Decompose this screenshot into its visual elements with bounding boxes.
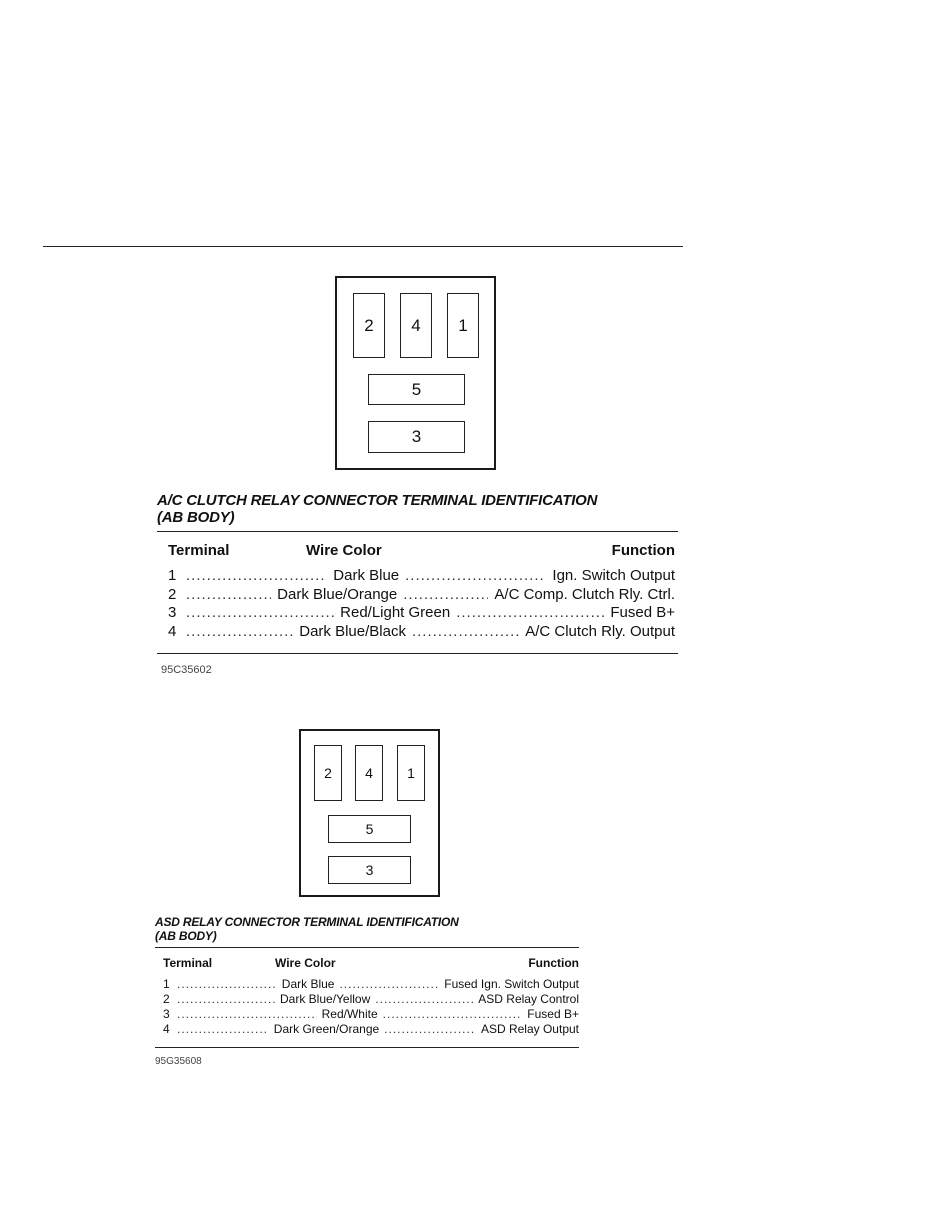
table-row — [163, 1007, 579, 1022]
row-wire-color: Red/White — [321, 1007, 378, 1021]
table-row — [168, 586, 675, 605]
asd-terminal-4-label: 4 — [365, 765, 373, 781]
ac-relay-connector-diagram — [335, 276, 496, 470]
row-terminal: 3 — [163, 1007, 170, 1021]
asd-relay-title-line2: (AB BODY) — [155, 928, 217, 943]
ac-terminal-4-cavity — [400, 293, 432, 358]
asd-header-wire-color: Wire Color — [275, 956, 336, 970]
ac-table-top-rule — [157, 531, 678, 532]
row-function: ASD Relay Output — [480, 1022, 579, 1036]
asd-table-bottom-rule — [155, 1047, 579, 1048]
table-row — [163, 977, 579, 992]
row-terminal: 4 — [168, 622, 177, 640]
asd-terminal-1-cavity — [397, 745, 425, 801]
asd-terminal-2-label: 2 — [324, 765, 332, 781]
asd-terminal-3-label: 3 — [365, 862, 374, 878]
asd-table-header — [163, 956, 579, 974]
row-function: Fused Ign. Switch Output — [444, 977, 579, 991]
row-terminal: 4 — [163, 1022, 170, 1036]
table-row — [163, 1022, 579, 1037]
ac-terminal-2-label: 2 — [364, 315, 374, 335]
ac-terminal-2-cavity — [353, 293, 385, 358]
ac-relay-title-line2: (AB BODY) — [157, 509, 235, 527]
row-terminal: 2 — [163, 992, 170, 1006]
ac-terminal-5-label: 5 — [411, 379, 422, 399]
asd-table-top-rule — [155, 947, 579, 948]
ac-terminal-5-cavity — [368, 374, 465, 405]
asd-terminal-5-label: 5 — [365, 821, 374, 837]
ac-relay-title — [157, 492, 597, 527]
table-row — [163, 992, 579, 1007]
ac-relay-title-line1: A/C CLUTCH RELAY CONNECTOR TERMINAL IDENTIFICATION — [157, 492, 598, 509]
row-function: Ign. Switch Output — [552, 567, 675, 584]
row-wire-color: Red/Light Green — [340, 604, 451, 621]
ac-terminal-1-label: 1 — [458, 315, 468, 335]
asd-terminal-1-label: 1 — [407, 765, 415, 781]
ac-terminal-3-label: 3 — [411, 427, 422, 446]
ac-figure-code: 95C35602 — [161, 664, 212, 676]
row-terminal: 1 — [163, 977, 170, 991]
row-wire-color: Dark Blue/Yellow — [280, 992, 371, 1006]
asd-relay-title-line1: ASD RELAY CONNECTOR TERMINAL IDENTIFICATION — [155, 915, 459, 929]
asd-terminal-4-cavity — [355, 745, 383, 801]
asd-header-function: Function — [528, 956, 579, 970]
asd-terminal-table — [163, 956, 579, 1037]
asd-terminal-2-cavity — [314, 745, 342, 801]
row-terminal: 2 — [168, 585, 177, 603]
table-row — [168, 604, 675, 623]
row-wire-color: Dark Blue/Orange — [277, 585, 398, 603]
asd-table-rows — [163, 977, 579, 1037]
row-wire-color: Dark Blue — [333, 567, 400, 584]
ac-table-bottom-rule — [157, 653, 678, 654]
ac-table-rows — [168, 567, 675, 641]
row-function: A/C Clutch Rly. Output — [525, 622, 675, 640]
row-function: Fused B+ — [527, 1007, 579, 1021]
row-terminal: 3 — [168, 604, 177, 621]
row-wire-color: Dark Blue/Black — [299, 622, 406, 640]
asd-terminal-5-cavity — [328, 815, 411, 843]
asd-terminal-3-cavity — [328, 856, 411, 884]
row-function: ASD Relay Control — [478, 992, 579, 1006]
asd-figure-code: 95G35608 — [155, 1056, 202, 1067]
row-wire-color: Dark Green/Orange — [273, 1022, 380, 1036]
row-wire-color: Dark Blue — [281, 977, 335, 991]
ac-terminal-1-cavity — [447, 293, 479, 358]
ac-table-header — [168, 542, 675, 564]
asd-header-terminal: Terminal — [163, 956, 213, 970]
ac-header-function: Function — [611, 542, 675, 559]
table-row — [168, 567, 675, 586]
table-row — [168, 623, 675, 642]
page-top-rule — [43, 246, 683, 247]
row-function: Fused B+ — [610, 604, 675, 621]
row-function: A/C Comp. Clutch Rly. Ctrl. — [494, 585, 675, 603]
asd-relay-title — [155, 916, 459, 944]
ac-header-terminal: Terminal — [168, 542, 230, 559]
ac-terminal-4-label: 4 — [411, 315, 421, 335]
asd-relay-connector-diagram — [299, 729, 440, 897]
ac-header-wire-color: Wire Color — [306, 542, 382, 559]
ac-terminal-3-cavity — [368, 421, 465, 453]
row-terminal: 1 — [168, 567, 177, 584]
ac-terminal-table — [168, 542, 675, 641]
